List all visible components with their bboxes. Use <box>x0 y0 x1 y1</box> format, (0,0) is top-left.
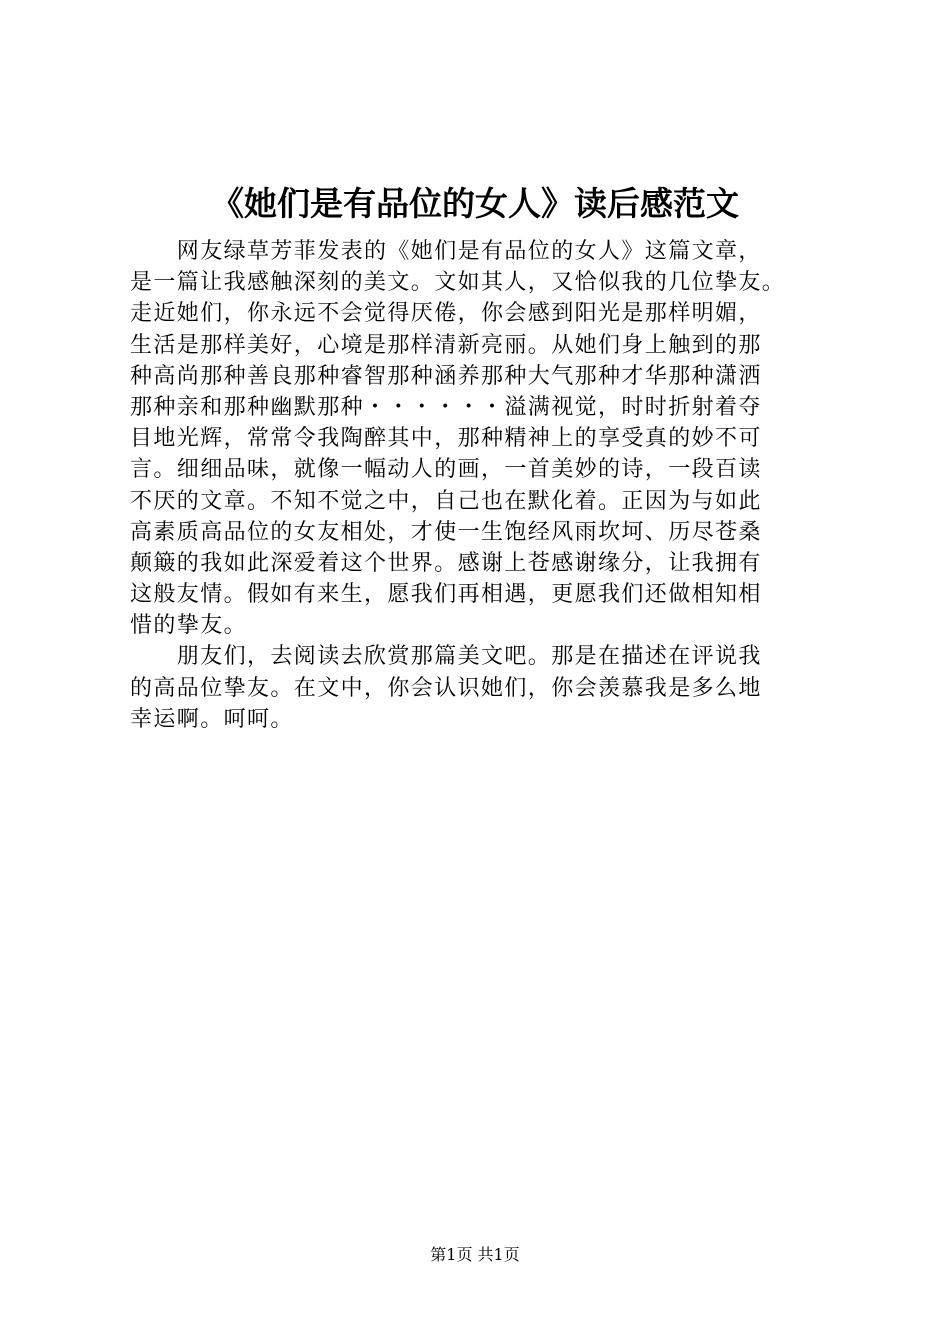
body-line: 幸运啊。呵呵。 <box>130 706 294 732</box>
body-line: 的高品位挚友。在文中，你会认识她们，你会羡慕我是多么地 <box>130 675 762 701</box>
body-line: 不厌的文章。不知不觉之中，自己也在默化着。正因为与如此 <box>130 488 762 514</box>
body-line: 走近她们，你永远不会觉得厌倦，你会感到阳光是那样明媚， <box>130 301 762 327</box>
body-line: 生活是那样美好，心境是那样清新亮丽。从她们身上触到的那 <box>130 332 762 358</box>
body-line: 颠簸的我如此深爱着这个世界。感谢上苍感谢缘分，让我拥有 <box>130 550 762 576</box>
body-line: 朋友们，去阅读去欣赏那篇美文吧。那是在描述在评说我 <box>130 644 762 670</box>
body-line: 高素质高品位的女友相处，才使一生饱经风雨坎坷、历尽苍桑 <box>130 519 762 545</box>
body-line: 惜的挚友。 <box>130 613 248 639</box>
body-line: 是一篇让我感触深刻的美文。文如其人，又恰似我的几位挚友。 <box>130 270 786 296</box>
body-line: 网友绿草芳菲发表的《她们是有品位的女人》这篇文章， <box>130 239 762 264</box>
body-line: 这般友情。假如有来生，愿我们再相遇，更愿我们还做相知相 <box>130 582 762 608</box>
page-footer: 第1页 共1页 <box>430 1245 520 1264</box>
body-line: 那种亲和那种幽默那种・・・・・・溢满视觉，时时折射着夺 <box>130 394 762 420</box>
document-body <box>130 236 834 735</box>
body-line: 言。细细品味，就像一幅动人的画，一首美妙的诗，一段百读 <box>130 457 762 483</box>
body-line: 目地光辉，常常令我陶醉其中，那种精神上的享受真的妙不可 <box>130 426 762 452</box>
body-line: 种高尚那种善良那种睿智那种涵养那种大气那种才华那种潇洒 <box>130 363 762 389</box>
document-title: 《她们是有品位的女人》读后感范文 <box>211 184 739 223</box>
